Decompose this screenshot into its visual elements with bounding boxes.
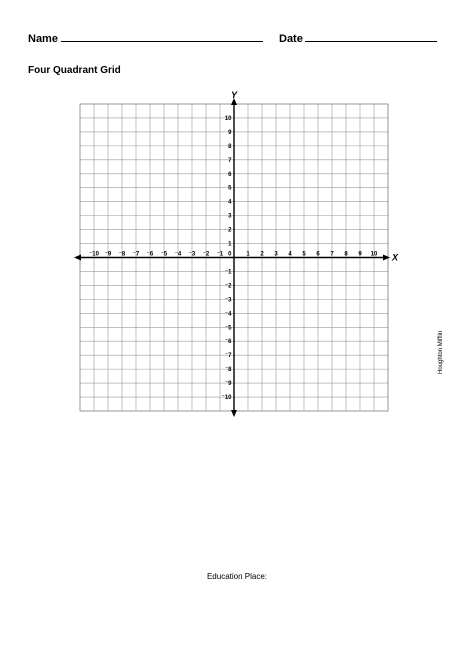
- y-tick-label: 2: [228, 227, 232, 234]
- x-tick-label: ⁻5: [160, 251, 168, 258]
- publisher-credit: Houghton Mifflin: [438, 330, 444, 374]
- footer-text: Education Place:: [206, 572, 268, 581]
- x-axis-arrow-left: [74, 255, 81, 261]
- x-axis-arrow-right: [383, 255, 390, 261]
- x-tick-label: ⁻6: [146, 251, 154, 258]
- y-axis-arrow-down: [231, 410, 237, 417]
- y-tick-label: ⁻2: [224, 283, 232, 290]
- x-tick-label: 5: [302, 251, 306, 258]
- y-tick-label: ⁻3: [224, 297, 232, 304]
- x-tick-label: 7: [330, 251, 334, 258]
- x-tick-label: 1: [246, 251, 250, 258]
- y-tick-label: ⁻8: [224, 367, 232, 374]
- x-tick-label: ⁻4: [174, 251, 182, 258]
- date-label: Date: [279, 33, 303, 45]
- y-tick-label: ⁻5: [224, 325, 232, 332]
- x-tick-label: 8: [344, 251, 348, 258]
- x-tick-label: 3: [274, 251, 278, 258]
- x-tick-label: 9: [358, 251, 362, 258]
- y-tick-label: ⁻6: [224, 339, 232, 346]
- y-tick-labels: [222, 116, 233, 401]
- x-tick-label: 4: [288, 251, 292, 258]
- y-tick-label: 4: [228, 199, 232, 206]
- x-tick-label: 10: [370, 251, 378, 258]
- x-tick-label: ⁻8: [118, 251, 126, 258]
- x-tick-label: ⁻3: [188, 251, 196, 258]
- y-tick-label: ⁻1: [224, 269, 232, 276]
- x-tick-label: ⁻2: [202, 251, 210, 258]
- x-tick-label: 0: [228, 251, 232, 258]
- page-title: Four Quadrant Grid: [28, 65, 121, 76]
- x-tick-label: 6: [316, 251, 320, 258]
- x-tick-label: ⁻10: [89, 251, 99, 258]
- x-tick-label: ⁻7: [132, 251, 140, 258]
- x-axis-label: X: [392, 252, 399, 263]
- y-tick-label: 7: [228, 157, 232, 164]
- x-tick-label: ⁻1: [216, 251, 224, 258]
- y-tick-label: 10: [224, 115, 232, 122]
- y-tick-label: ⁻10: [221, 395, 232, 402]
- y-tick-label: 6: [228, 171, 232, 178]
- y-tick-label: ⁻7: [224, 353, 232, 360]
- x-tick-label: 2: [260, 251, 264, 258]
- name-label: Name: [28, 33, 58, 45]
- y-tick-label: 8: [228, 143, 232, 150]
- y-axis-label: Y: [230, 90, 238, 100]
- y-tick-label: 9: [228, 129, 232, 136]
- x-tick-label: ⁻9: [104, 251, 112, 258]
- y-tick-label: 3: [228, 213, 232, 220]
- y-tick-label: 5: [228, 185, 232, 192]
- y-tick-label: ⁻9: [224, 381, 232, 388]
- y-tick-label: ⁻4: [224, 311, 232, 318]
- y-tick-label: 1: [228, 241, 232, 248]
